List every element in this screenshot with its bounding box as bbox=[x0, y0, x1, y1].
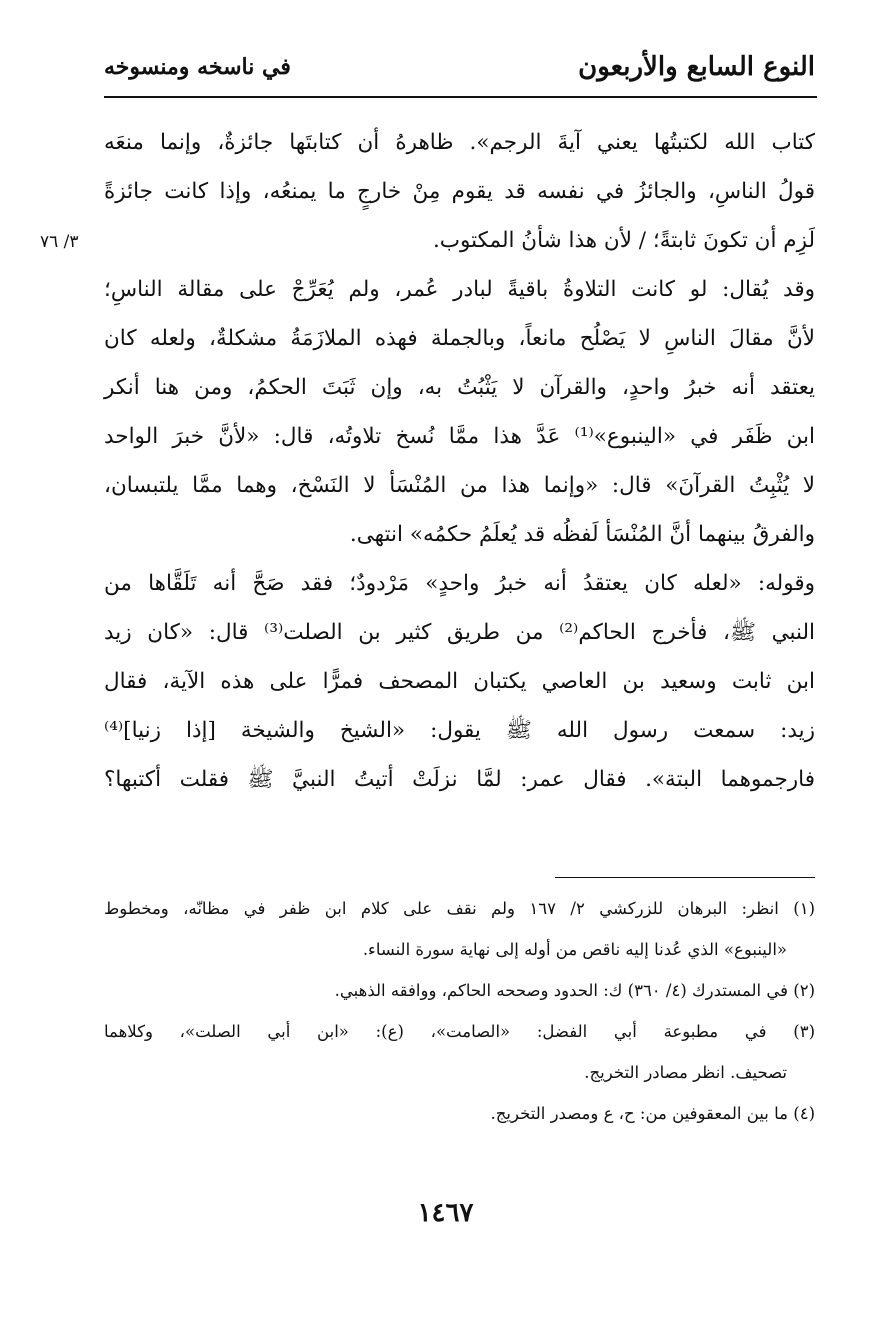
body-line: لأنَّ مقالَ الناسِ لا يَصْلُح مانعاً، وبالجملة فهذه الملازَمَةُ مشكلةٌ، ولعله كان bbox=[104, 326, 815, 351]
body-line: النبي ﷺ، فأخرج الحاكم⁽²⁾ من طريق كثير بن الصلت⁽³⁾ قال: «كان زيد bbox=[104, 620, 815, 645]
header-rule bbox=[104, 96, 817, 98]
footnote-rule bbox=[555, 877, 815, 878]
footnote-line: تصحيف. انظر مصادر التخريج. bbox=[584, 1063, 787, 1082]
body-line: كتاب الله لكتبتُها يعني آيةَ الرجم». ظاهرهُ أن كتابتَها جائزةٌ، وإنما منعَه bbox=[104, 130, 815, 155]
body-line: قولُ الناسِ، والجائزُ في نفسه قد يقوم مِنْ خارجٍ ما يمنعُه، وإذا كانت جائزةً bbox=[104, 179, 815, 204]
main-text bbox=[104, 118, 815, 804]
body-line: لَزِم أن تكونَ ثابتةً؛ / لأن هذا شأنُ المكتوب. bbox=[432, 228, 815, 253]
margin-volume-page-reference: ٣/ ٧٦ bbox=[40, 232, 79, 252]
body-line: والفرقُ بينهما أنَّ المُنْسَأ لَفظُه قد يُعلَمُ حكمُه» انتهى. bbox=[349, 522, 815, 547]
body-line: زيد: سمعت رسول الله ﷺ يقول: «الشيخ والشيخة [إذا زنيا]⁽⁴⁾ bbox=[104, 718, 815, 743]
body-line: يعتقد أنه خبرُ واحدٍ، والقرآن لا يَثْبُتُ به، وإن ثَبَتَ الحكمُ، ومن هنا أنكر bbox=[104, 375, 815, 400]
body-line: لا يُثْبِتُ القرآنَ» قال: «وإنما هذا من المُنْسَأ لا النَسْخ، وهما ممَّا يلتبسان، bbox=[104, 473, 815, 498]
body-line: وقوله: «لعله كان يعتقدُ أنه خبرُ واحدٍ» مَرْدودٌ؛ فقد صَحَّ أنه تَلَقَّاها من bbox=[104, 571, 815, 596]
running-head-section: في ناسخه ومنسوخه bbox=[104, 54, 291, 80]
body-line: ابن ثابت وسعيد بن العاصي يكتبان المصحف فمرًّا على هذه الآية، فقال bbox=[104, 669, 815, 694]
page-number: ١٤٦٧ bbox=[417, 1198, 474, 1228]
body-line: وقد يُقال: لو كانت التلاوةُ باقيةً لبادر عُمر، ولم يُعَرِّجْ على مقالة الناسِ؛ bbox=[104, 277, 815, 302]
footnote-line: (٤) ما بين المعقوفين من: ح، ع ومصدر التخريج. bbox=[490, 1104, 815, 1123]
footnotes bbox=[104, 888, 815, 1134]
body-line: فارجموهما البتة». فقال عمر: لمَّا نزلَتْ أتيتُ النبيَّ ﷺ فقلت أكتبها؟ bbox=[104, 767, 815, 792]
footnote-line: (٢) في المستدرك (٤/ ٣٦٠) ك: الحدود وصححه الحاكم، ووافقه الذهبي. bbox=[334, 981, 815, 1000]
footnote-line: (١) انظر: البرهان للزركشي ٢/ ١٦٧ ولم نقف على كلام ابن ظفر في مظانّه، ومخطوط bbox=[104, 899, 815, 918]
body-line: ابن ظَفَر في «الينبوع»⁽¹⁾ عَدَّ هذا ممَّا نُسخ تلاوتُه، قال: «لأنَّ خبرَ الواحد bbox=[104, 424, 815, 449]
footnote-line: «الينبوع» الذي عُدنا إليه ناقص من أوله إلى نهاية سورة النساء. bbox=[362, 940, 787, 959]
running-head-chapter: النوع السابع والأربعون bbox=[578, 52, 815, 82]
footnote-line: (٣) في مطبوعة أبي الفضل: «الصامت»، (ع): «ابن أبي الصلت»، وكلاهما bbox=[104, 1022, 815, 1041]
